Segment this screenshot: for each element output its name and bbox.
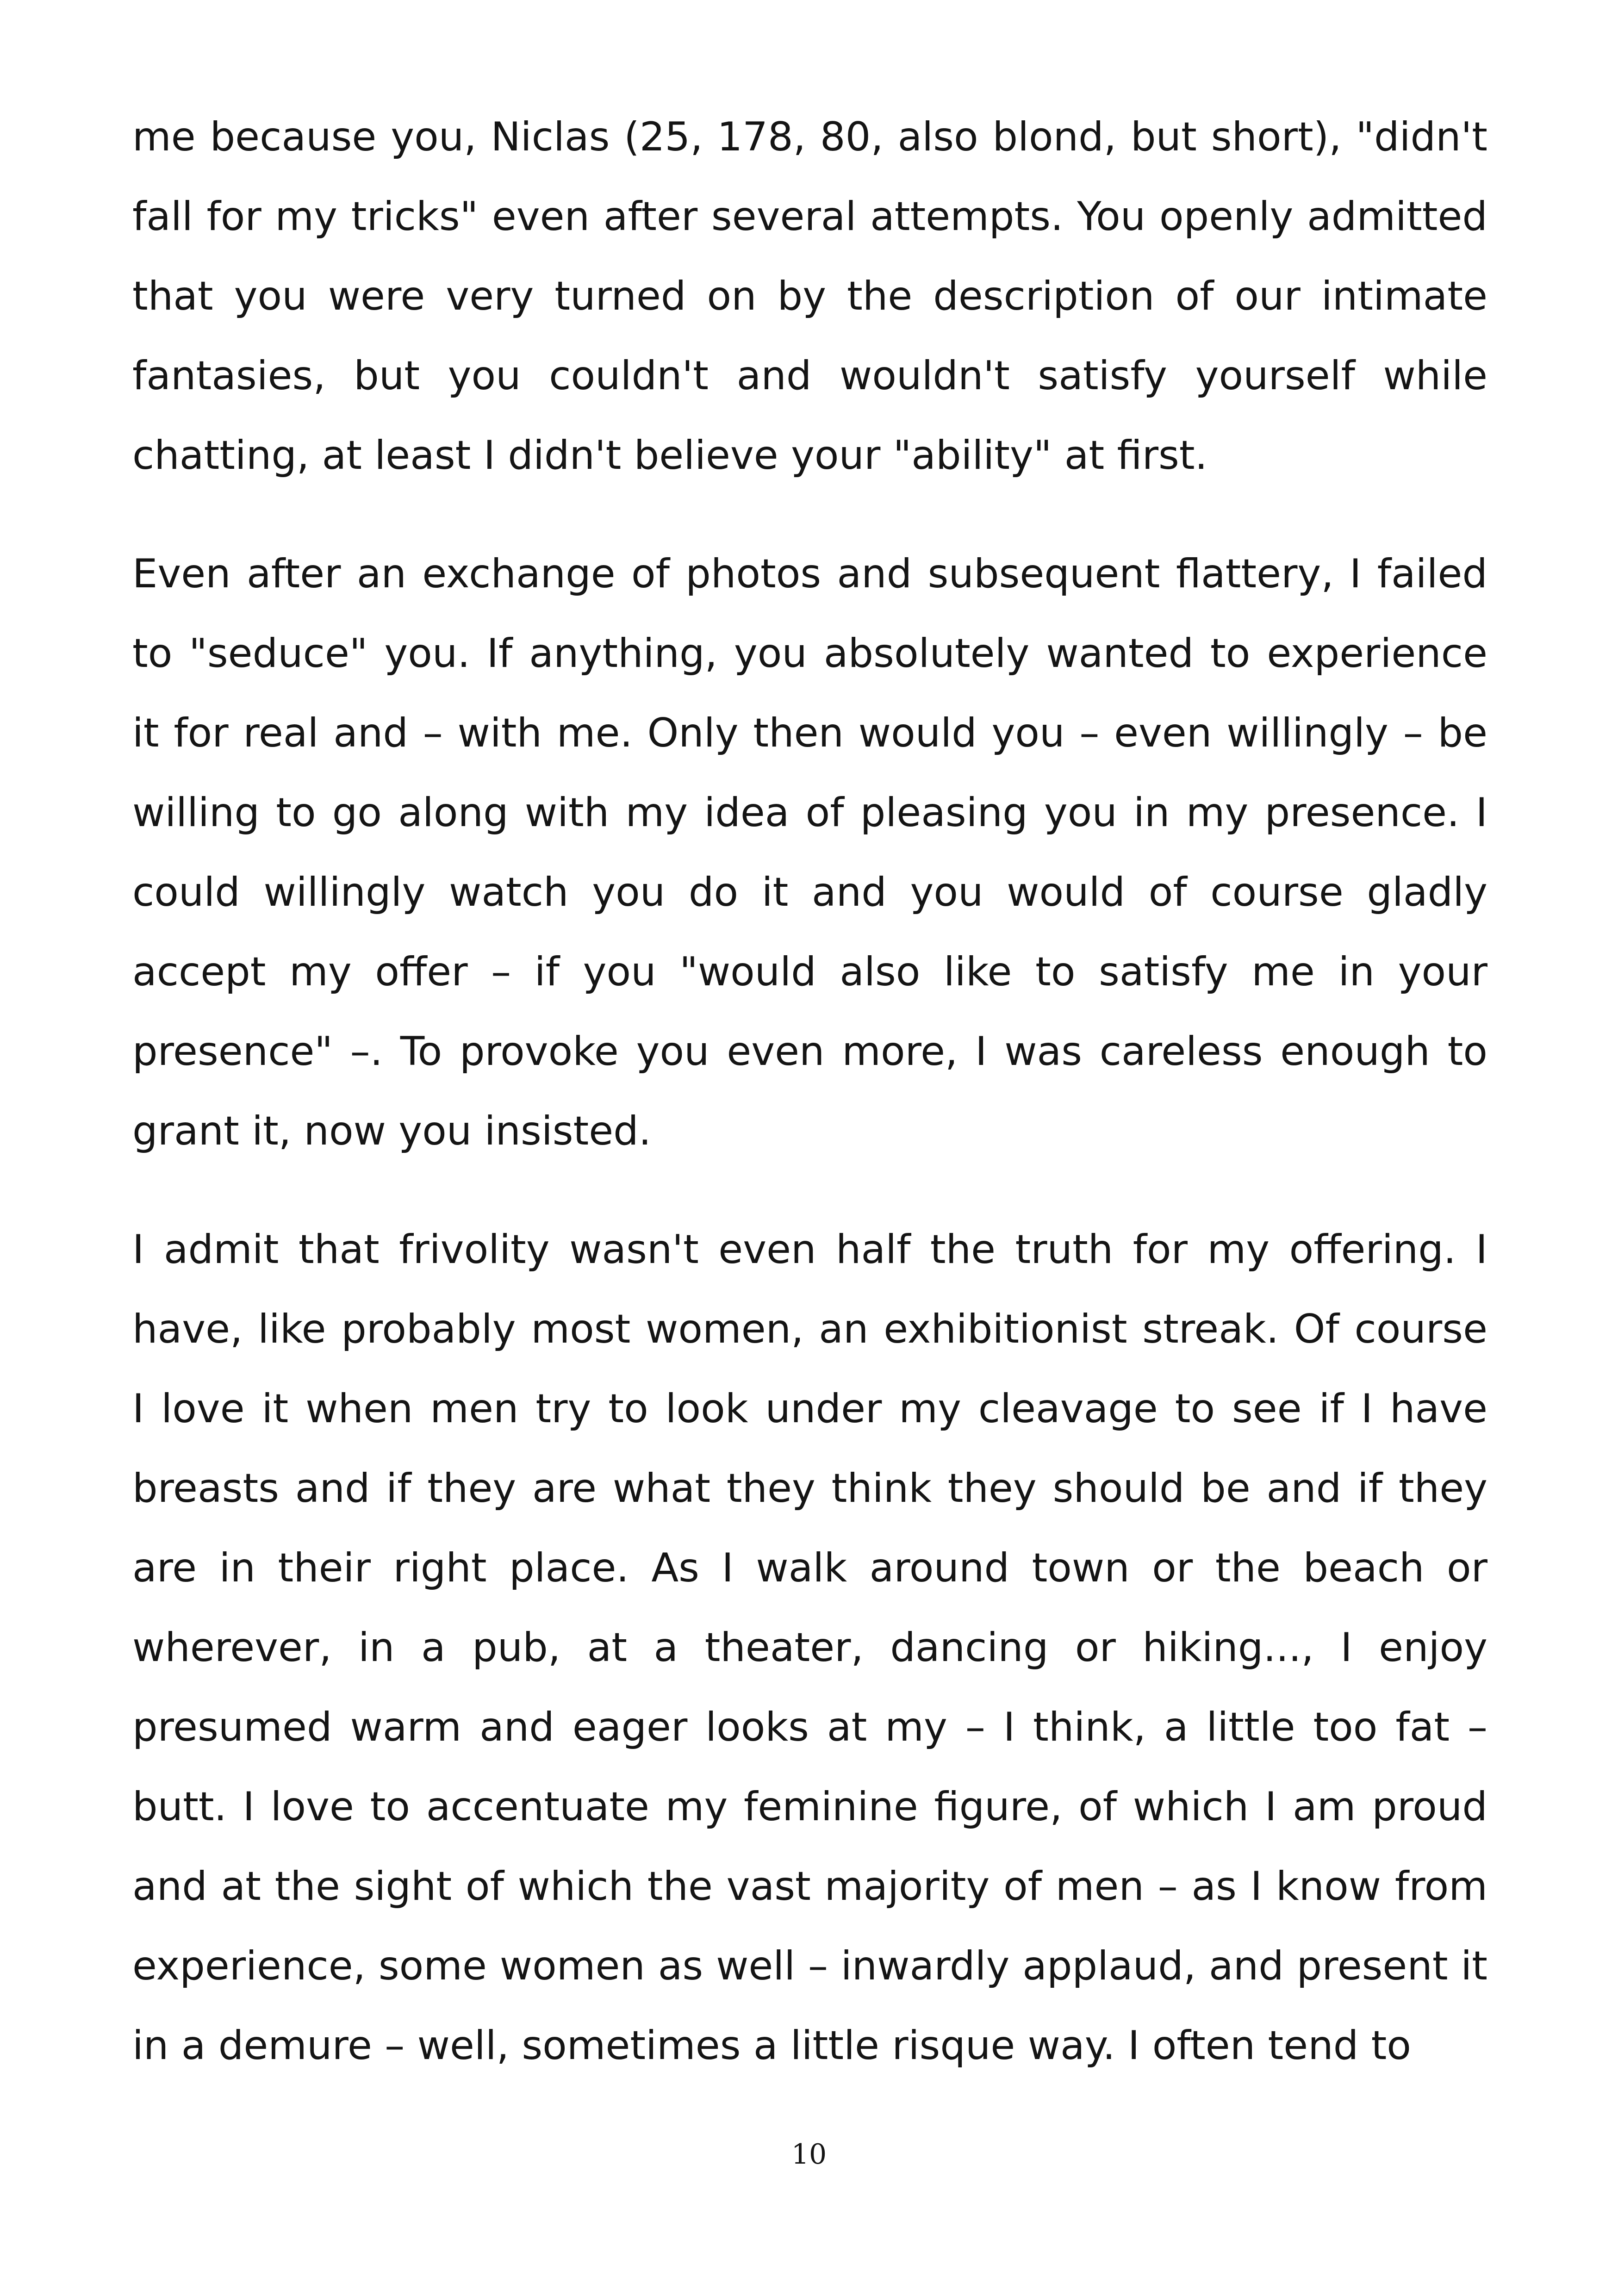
paragraph-1: me because you, Niclas (25, 178, 80, also blond, but short), "didn't fall for my tricks" even after several attempts. You openly admitted that you were very turned on by the description of our intimate fantasies, but you couldn't and wouldn't satisfy yourself while chatting, at least I didn't believe your "ability" at first. [132,114,1487,479]
paragraph-3: I admit that frivolity wasn't even half the truth for my offering. I have, like probably most women, an exhibitionist streak. Of course I love it when men try to look under my cleavage to see if I have breasts and if they are what they think they should be and if they are in their right place. As I walk around town or the beach or wherever, in a pub, at a theater, dancing or hiking..., I enjoy presumed warm and eager looks at my – I think, a little too fat – butt. I love to accentuate my feminine figure, of which I am proud and at the sight of which the vast majority of men – as I know from experience, some women as well – inwardly applaud, and present it in a demure – well, sometimes a little risque way. I often tend to [132,1226,1487,2069]
body-text [132,97,1487,2124]
page-number: 10 [791,2138,827,2171]
paragraph-2: Even after an exchange of photos and subsequent flattery, I failed to "seduce" you. If anything, you absolutely wanted to experience it for real and – with me. Only then would you – even willingly – be willing to go along with my idea of pleasing you in my presence. I could willingly watch you do it and you would of course gladly accept my offer – if you "would also like to satisfy me in your presence" –. To provoke you even more, I was careless enough to grant it, now you insisted. [132,551,1487,1154]
